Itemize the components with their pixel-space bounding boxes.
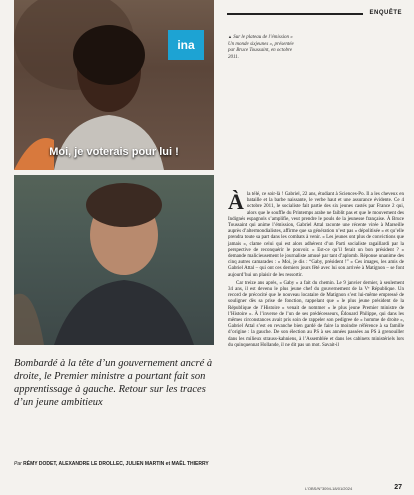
byline (14, 461, 214, 468)
article-paragraph-1-text: la télé, ce soir-là ! Gabriel, 22 ans, étudiant à Sciences-Po. Il a les cheveux en bataille et la barbe naissante, le verbe haut et une assurance évidente. Ce 4 octobre 2011, le socialiste fait partie des six jeunes castés par France 2 qui, alors que le souffle du Printemps arabe ne faiblit pas et que le mouvement des Indignés espagnols s’amplifie, veut prendre le pouls de la jeunesse française. À Bruce Toussaint qui anime l’émission, Gabriel Attal raconte une récente virée à Marseille auprès d’altermondialistes, affirme que sa génération n’est pas « dépolitisée » et qu’elle prendra toute sa part dans les combats à venir. « Les jeunes ont plus de convictions que jamais », clame celui qui est alors adhérent d’un Parti socialiste ragaillardi par la perspective de reconquérir le pouvoir. « Est-ce qu’il ferait un bon président ? » demande malicieusement le journaliste amusé par tant d’aplomb. Réponse unanime des cinq autres camarades : « Moi, je dis : “Gaby, président !” » Ces images, les amis de Gabriel Attal – qui ont ces derniers jours fêté avec lui son arrivée à Matignon – se font aujourd’hui un plaisir de les ressortir. (228, 192, 404, 278)
article-paragraph-1 (228, 189, 404, 279)
photo-caption (228, 34, 298, 61)
byline-prefix: Par (14, 461, 22, 467)
drop-cap: À (228, 189, 244, 214)
ina-logo: ina (168, 30, 204, 60)
page-number: 27 (394, 484, 402, 491)
woman-figure-illustration (14, 0, 214, 170)
section-label: ENQUÊTE (363, 10, 402, 16)
article-paragraph-2: Car treize ans après, « Gaby » a fait du chemin. Le 9 janvier dernier, à seulement 34 ans, il est devenu le plus jeune chef du gouvernement de la Vᵉ République. Un record de précocité que le nouveau locataire de Matignon s’est lui-même empressé de souligner dès sa prise de fonction, rappelant que « le plus jeune président de la République de l’Histoire » venait de nommer « le plus jeune Premier ministre de l’Histoire ». À l’inverse de l’un de ses prédécesseurs, Édouard Philippe, qui dans les mêmes circonstances avait pris soin de rappeler son pedigree de « homme de droite », Gabriel Attal s’est en revanche bien gardé de faire la moindre référence à sa famille d’origine : la gauche. De son élection au PS à ses années passées au PS à grenouiller dans les milieux strauss-kahniens, à l’Assemblée et dans les cabinets ministériels lors du quinquennat Hollande, il ne dit pas un mot. Savait-il (228, 280, 404, 348)
caption-text: Sur le plateau de l’émission « Un monde sixjeunes », présentée par Bruce Toussaint, en octobre 2011. (228, 35, 294, 60)
standfirst: Bombardé à la tête d’un gouvernement ancré à droite, le Premier ministre a pourtant fait son apprentissage à gauche. Retour sur les traces d’un jeune ambitieux (14, 358, 213, 408)
video-subtitle: Moi, je voterais pour lui ! (49, 146, 179, 158)
footer-issue: L’OBS/N°3094-18/01/2024 (305, 486, 353, 491)
photo-young-man (14, 175, 214, 345)
man-figure-illustration (14, 175, 214, 345)
article-body (228, 189, 404, 349)
photo-young-woman (14, 0, 214, 170)
byline-authors: RÉMY DODET, ALEXANDRE LE DROLLEC, JULIEN MARTIN et MAËL THIERRY (23, 461, 209, 467)
caption-marker-icon: ▲ (228, 34, 232, 39)
